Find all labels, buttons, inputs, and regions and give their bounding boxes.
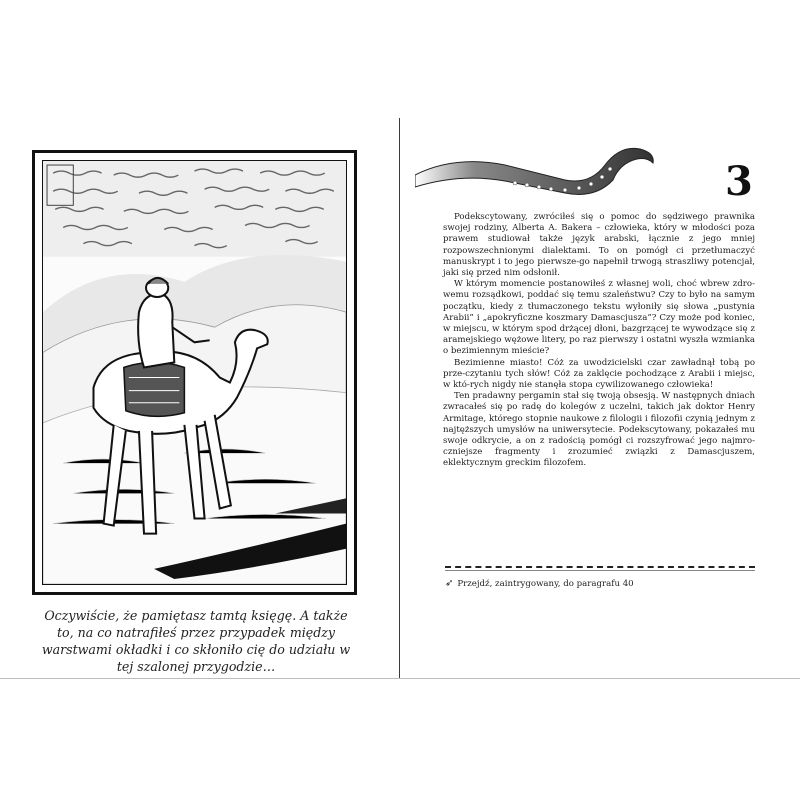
paragraph: Ten pradawny pergamin stał się twoją obsesją. W następnych dniach zwracałeś się po radę do kolegów z uczelni, takich jak doktor Henry Armitage, którego stopnie naukowe z filologii i filozofii czynią jednym z najtęższych umysłów na uniwersytecie. Podekscytowany, pokazałeś mu swoje odkrycie, a on z radością pomógł ci rozszyfrować jego najmro-czniejsze fragmenty i zrozumieć związki z Damascjuszem, eklektycznym greckim filozofem. (443, 391, 755, 469)
paragraph: Bezimienne miasto! Cóż za uwodzicielski czar zawładnął tobą po prze-czytaniu tych słów! Cóż za zaklęcie pochodzące z Arabii i miejsc, w któ-rych nigdy nie stanęła stopa cywilizowanego człowieka! (443, 357, 755, 391)
page-bottom-edge (0, 678, 800, 679)
illustration-frame (32, 150, 357, 595)
arrow-icon: ➶ (445, 578, 454, 589)
section-divider-line (445, 570, 755, 571)
goto-text: Przejdź, zaintrygowany, do paragrafu 40 (457, 578, 634, 589)
goto-paragraph-link[interactable] (445, 578, 634, 589)
paragraph: Podekscytowany, zwróciłeś się o pomoc do sędziwego prawnika swojej rodziny, Alberta A. Bakera – człowieka, który w młodości poza prawem studiował także język arabski, łącznie z jego mniej rozpowszechnionymi dialektami. To on pomógł ci przetłumaczyć manuskrypt i to jego pierwsze-go napełnił trwogą straszliwy potencjał, jaki się przed nim odsłonił. (443, 212, 755, 279)
paragraph: W którym momencie postanowiłeś z własnej woli, choć wbrew zdro-wemu rozsądkowi, poddać się temu szaleństwu? Czy to było na samym początku, kiedy z tłumaczonego tekstu wyłoniły się słowa „pustynia Arabii” i „apokryficzne koszmary Damascjusza”? Czy może pod koniec, w miejscu, w którym spod drżącej dłoni, bazgrzącej te wywodzące się z aramejskiego wężowe litery, po raz pierwszy i ostatni wyszła wzmianka o bezimiennym mieście? (443, 279, 755, 357)
chapter-number: 3 (725, 158, 753, 205)
desert-rider-on-camel-icon (42, 160, 347, 585)
tentacle-icon (415, 135, 660, 200)
section-divider (445, 566, 755, 568)
chapter-body (443, 212, 755, 470)
illustration-caption: Oczywiście, że pamiętasz tamtą księgę. A także to, na co natrafiłeś przez przypadek między warstwami okładki i co skłoniło cię do udziału w tej szalonej przygodzie… (41, 608, 351, 674)
book-spine (399, 118, 400, 678)
